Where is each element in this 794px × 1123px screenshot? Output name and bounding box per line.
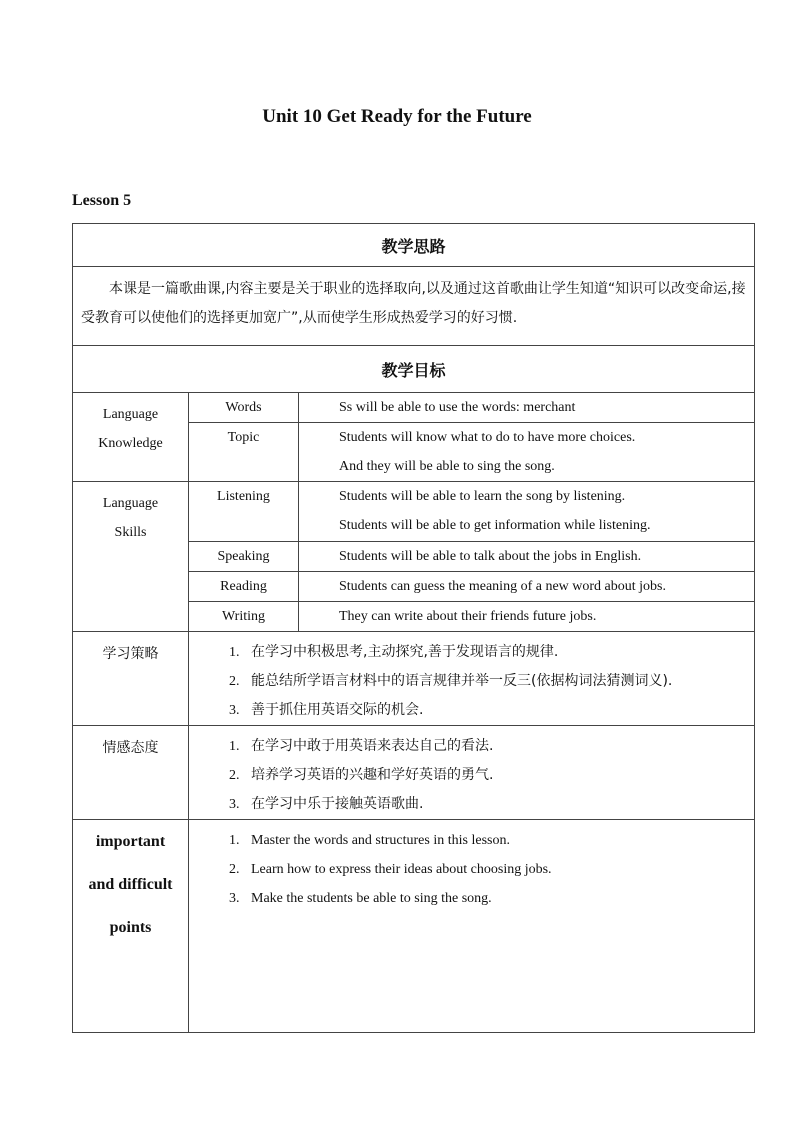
- language-knowledge-label: [73, 393, 189, 482]
- list-text: 在学习中敢于用英语来表达自己的看法.: [251, 738, 494, 754]
- desc-line: Students will know what to do to have more choices.: [339, 430, 636, 445]
- topic-label: Topic: [189, 423, 299, 482]
- list-text: 培养学习英语的兴趣和学好英语的勇气.: [251, 767, 494, 783]
- category-line: Language: [102, 496, 159, 511]
- listening-desc: [299, 482, 755, 542]
- list-item: [189, 790, 754, 819]
- desc-line: Students will be able to get information while listening.: [339, 518, 651, 533]
- lesson-plan-table: [72, 223, 755, 1033]
- listening-label: Listening: [189, 482, 299, 542]
- list-number: 2.: [229, 674, 240, 689]
- words-label: Words: [189, 393, 299, 423]
- list-item: [189, 884, 754, 913]
- list-item: [189, 667, 754, 696]
- label-line: points: [109, 919, 152, 936]
- list-text: Master the words and structures in this lesson.: [251, 833, 510, 848]
- learning-strategy-list: [189, 632, 754, 725]
- learning-strategy-label: 学习策略: [73, 632, 189, 726]
- list-text: Make the students be able to sing the song.: [251, 891, 492, 906]
- page-title: Unit 10 Get Ready for the Future: [262, 106, 532, 127]
- category-line: Skills: [114, 525, 147, 540]
- list-item: [189, 855, 754, 884]
- list-number: 3.: [229, 891, 240, 906]
- teaching-idea-heading: 教学思路: [73, 224, 755, 267]
- desc-line: And they will be able to sing the song.: [339, 459, 555, 474]
- important-points-list: [189, 820, 754, 913]
- reading-label: Reading: [189, 572, 299, 602]
- desc-line: Students will be able to learn the song by listening.: [339, 489, 626, 504]
- teaching-idea-text-cell: [73, 267, 755, 346]
- list-text: 在学习中积极思考,主动探究,善于发现语言的规律.: [251, 644, 559, 660]
- emotional-attitude-label: 情感态度: [73, 726, 189, 820]
- writing-desc: They can write about their friends future jobs.: [299, 602, 755, 632]
- speaking-label: Speaking: [189, 542, 299, 572]
- list-item: [189, 826, 754, 855]
- category-line: Language: [102, 407, 159, 422]
- list-item: [189, 732, 754, 761]
- label-line: important: [95, 833, 166, 850]
- emotional-attitude-cell: [189, 726, 755, 820]
- list-text: 能总结所学语言材料中的语言规律并举一反三(依据构词法猜测词义).: [251, 673, 673, 689]
- list-item: [189, 696, 754, 725]
- list-number: 1.: [229, 739, 240, 754]
- teaching-idea-text: 本课是一篇歌曲课,内容主要是关于职业的选择取向,以及通过这首歌曲让学生知道“知识可以改变命运,接受教育可以使他们的选择更加宽广”,从而使学生形成热爱学习的好习惯.: [81, 281, 746, 326]
- category-line: Knowledge: [98, 436, 163, 451]
- topic-desc: [299, 423, 755, 482]
- language-skills-label: [73, 482, 189, 632]
- list-text: 善于抓住用英语交际的机会.: [251, 702, 424, 718]
- list-item: [189, 638, 754, 667]
- list-number: 1.: [229, 645, 240, 660]
- speaking-desc: Students will be able to talk about the jobs in English.: [299, 542, 755, 572]
- important-points-label: [73, 820, 189, 1033]
- list-number: 2.: [229, 862, 240, 877]
- reading-desc: Students can guess the meaning of a new word about jobs.: [299, 572, 755, 602]
- label-line: and difficult: [88, 876, 173, 893]
- writing-label: Writing: [189, 602, 299, 632]
- list-text: 在学习中乐于接触英语歌曲.: [251, 796, 424, 812]
- emotional-attitude-list: [189, 726, 754, 819]
- list-text: Learn how to express their ideas about choosing jobs.: [251, 862, 552, 877]
- list-number: 1.: [229, 833, 240, 848]
- teaching-goal-heading: 教学目标: [73, 346, 755, 393]
- lesson-heading: Lesson 5: [72, 192, 132, 209]
- list-number: 3.: [229, 797, 240, 812]
- learning-strategy-cell: [189, 632, 755, 726]
- list-item: [189, 761, 754, 790]
- important-points-cell: [189, 820, 755, 1033]
- list-number: 3.: [229, 703, 240, 718]
- words-desc: Ss will be able to use the words: merchant: [299, 393, 755, 423]
- list-number: 2.: [229, 768, 240, 783]
